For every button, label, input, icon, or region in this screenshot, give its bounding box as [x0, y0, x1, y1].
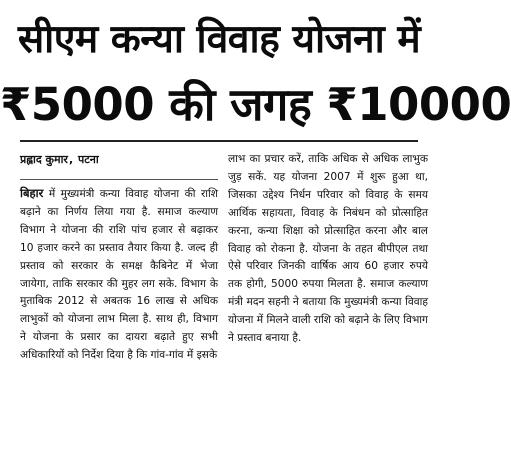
article-text-right: लाभ का प्रचार करें, ताकि अधिक से अधिक लाभुक जुड़ सकें. यह योजना 2007 में शुरू हुआ था, जिसका उद्देश्य निर्धन परिवार को विवाह के समय आर्थिक सहायता, विवाह के निबंधन को प्रोत्साहित करना, कन्या शिक्षा को प्रोत्साहित करना और बाल विवाह को रोकना है. योजना के तहत बीपीएल तथा ऐसे परिवार जिनकी वार्षिक आय 60 हजार रुपये तक होगी, 5000 रुपया मिलता है. समाज कल्याण मंत्री मदन सहनी ने बताया कि मुख्यमंत्री कन्या विवाह योजना में मिलने वाली राशि को बढ़ाने के लिए विभाग ने प्रस्ताव बनाया है. — [228, 153, 428, 345]
byline-divider — [20, 179, 218, 180]
article-text-left: में मुख्यमंत्री कन्या विवाह योजना की राशि बढ़ाने का निर्णय लिया गया है. समाज कल्याण विभाग ने योजना की राशि पांच हजार से बढ़ाकर 10 हजार करने का प्रस्ताव तैयार किया है. जल्द ही प्रस्ताव को सरकार के समक्ष कैबिनेट में भेजा जायेगा, ताकि सरकार की मुहर लग सके. विभाग के मुताबिक 2012 से अबतक 16 लाख से अधिक लाभुकों को योजना लाभ मिला है. साथ ही, विभाग ने योजना के प्रसार का दायरा बढ़ाते हुए सभी अधिकारियों को निर्देश दिया है कि गांव-गांव में इसके — [20, 188, 218, 362]
article-column-left — [20, 151, 218, 365]
byline-author: प्रह्लाद कुमार — [20, 153, 68, 166]
headline-line-1: सीएम कन्या विवाह योजना में — [17, 17, 421, 62]
article-column-right — [228, 151, 428, 348]
byline — [20, 151, 218, 169]
headline-line-2: ₹5000 की जगह ₹10000 — [0, 78, 511, 131]
headline-rule — [20, 140, 418, 142]
article-paragraph-left — [20, 185, 218, 365]
byline-separator: , — [68, 153, 74, 166]
dateline-lead-word: बिहार — [20, 186, 44, 200]
byline-location: पटना — [77, 153, 99, 166]
